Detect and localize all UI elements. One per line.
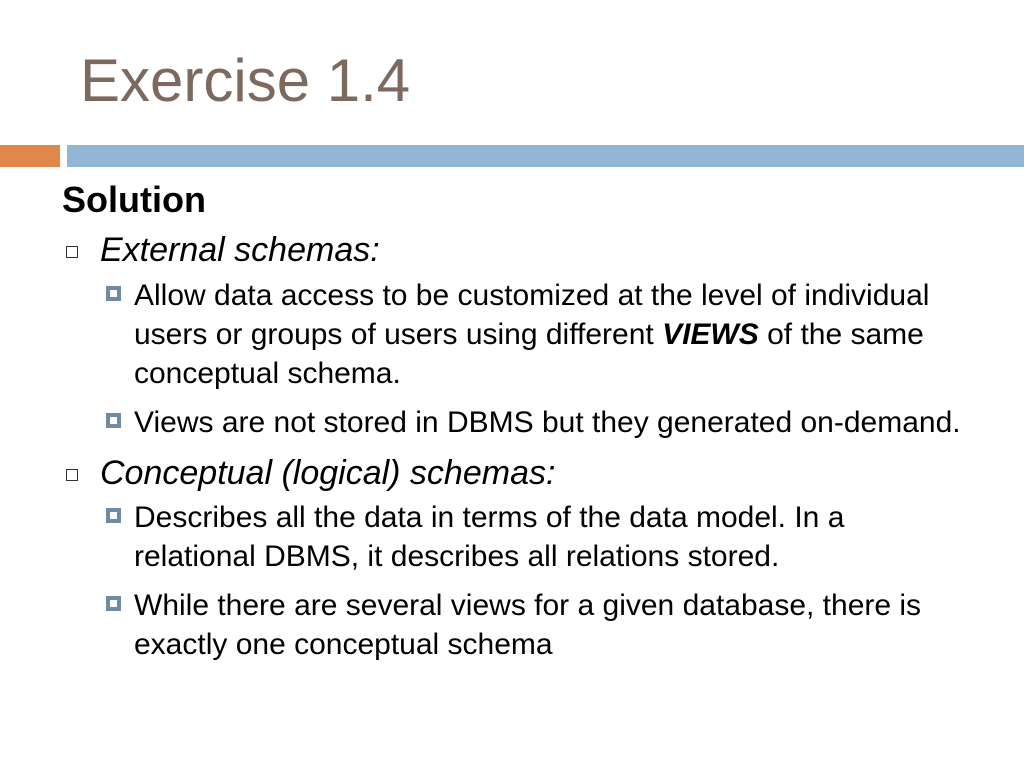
accent-bar	[0, 145, 60, 167]
square-bullet-icon	[106, 413, 121, 428]
title-divider-bar	[67, 145, 1024, 167]
slide-title: Exercise 1.4	[80, 47, 411, 114]
hollow-square-bullet-icon	[66, 469, 78, 481]
sub-bullet-text-part: Allow data access to be customized at the level of individual users or groups of users using different	[134, 278, 930, 351]
sub-bullet-one-schema	[62, 586, 962, 664]
sub-bullet-text: Views are not stored in DBMS but they generated on-demand.	[134, 405, 961, 439]
hollow-square-bullet-icon	[66, 246, 78, 258]
sub-bullet-text-part: of the same conceptual schema.	[134, 317, 924, 390]
emphasis-views: VIEWS	[662, 317, 759, 351]
sub-bullet-text	[134, 279, 929, 390]
sub-bullet-data-model	[62, 498, 962, 576]
bullet-conceptual-schemas	[62, 452, 962, 495]
sub-bullet-text: Describes all the data in terms of the data model. In a relational DBMS, it describes all relations stored.	[134, 501, 845, 574]
slide-body	[62, 178, 962, 674]
bullet-label: Conceptual (logical) schemas:	[100, 453, 556, 492]
section-heading: Solution	[62, 179, 206, 220]
sub-bullet-views-access	[62, 276, 962, 393]
sub-bullet-views-storage	[62, 403, 962, 442]
bullet-label: External schemas:	[100, 231, 380, 270]
bullet-external-schemas	[62, 229, 962, 272]
square-bullet-icon	[106, 596, 121, 611]
square-bullet-icon	[106, 286, 121, 301]
square-bullet-icon	[106, 508, 121, 523]
sub-bullet-text: While there are several views for a given database, there is exactly one conceptual schema	[134, 589, 922, 662]
